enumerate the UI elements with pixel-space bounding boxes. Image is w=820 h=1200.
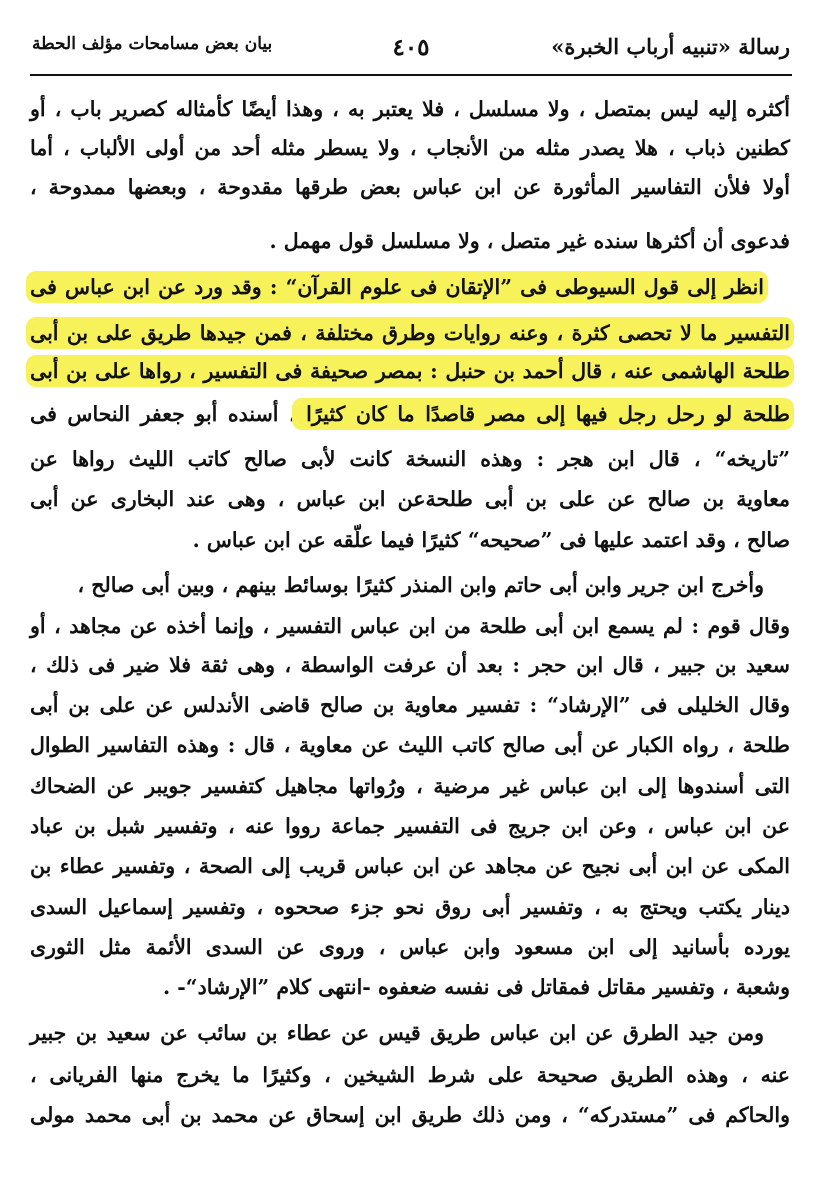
text-line: التى أسندوها إلى ابن عباس غير مرضية ، ورُواتها مجاهيل كتفسير جويبر عن الضحاك	[30, 774, 790, 798]
text-line: يورده بأسانيد إلى ابن مسعود وابن عباس ، وروى عن السدى الأئمة مثل الثورى	[30, 935, 790, 959]
text-line-partial-highlight	[30, 395, 790, 433]
highlighted-line	[30, 268, 764, 306]
text-line: وقال الخليلى فى ”الإرشاد“ : تفسير معاوية بن صالح قاضى الأندلس عن على بن أبى	[30, 693, 790, 717]
text-line: وأخرج ابن جرير وابن أبى حاتم وابن المنذر كثيرًا بوسائط بينهم ، وبين أبى صالح ،	[77, 573, 764, 597]
text-line: كطنين ذباب ، هلا يصدر مثله من الأنجاب ، ولا يسطر مثله أحد من أولى الألباب ، أما	[30, 136, 790, 160]
text-line: وشعبة ، وتفسير مقاتل فمقاتل فى نفسه ضعفوه -انتهى كلام ”الإرشاد“- .	[163, 975, 790, 999]
header-book-title: رسالة «تنبيه أرباب الخبرة»	[551, 34, 790, 59]
header-rule	[30, 74, 792, 76]
text-line: أولا فلأن التفاسير المأثورة عن ابن عباس بعض طرقها مقدوحة ، وبعضها ممدوحة ،	[30, 175, 790, 199]
text-line: سعيد بن جبير ، قال ابن حجر : بعد أن عرفت الواسطة ، وهى ثقة فلا ضير فى ذلك ،	[30, 653, 790, 677]
highlight-mark: انظر إلى قول السيوطى فى ”الإتقان فى علوم القرآن“ : وقد ورد عن ابن عباس فى	[30, 275, 764, 299]
highlighted-line	[30, 314, 790, 352]
text-line: المكى عن ابن أبى نجيح عن مجاهد عن ابن عباس قريب إلى الصحة ، وتفسير عطاء بن	[30, 854, 790, 878]
highlighted-line	[30, 352, 790, 390]
text-line: وقال قوم : لم يسمع ابن أبى طلحة من ابن عباس التفسير ، وإنما أخذه عن مجاهد ، أو	[30, 614, 790, 638]
header-section-title: بيان بعض مسامحات مؤلف الحطة	[32, 34, 273, 54]
text-line: ”تاريخه“ ، قال ابن هجر : وهذه النسخة كانت لأبى صالح كاتب الليث رواها عن	[30, 447, 790, 471]
text-line: دينار يكتب ويحتج به ، وتفسير أبى روق نحو جزء صححوه ، وتفسير إسماعيل السدى	[30, 895, 790, 919]
text-segment: ، أسنده أبو جعفر النحاس فى	[30, 402, 296, 426]
text-line: ومن جيد الطرق عن ابن عباس طريق قيس عن عطاء بن سائب عن سعيد بن جبير	[30, 1021, 764, 1045]
text-line: صالح ، وقد اعتمد عليها فى ”صحيحه“ كثيرًا فيما علّقه عن ابن عباس .	[192, 528, 790, 552]
highlight-mark: طلحة لو رحل رجل فيها إلى مصر قاصدًا ما كان كثيرًا	[295, 402, 790, 426]
text-line: عنه ، وهذه الطريق صحيحة على شرط الشيخين ، وكثيرًا ما يخرج منها الفريانى ،	[30, 1063, 790, 1087]
text-line: أكثره إليه ليس بمتصل ، ولا مسلسل ، فلا يعتبر به ، وهذا أيضًا كأمثاله كصرير باب ، أو	[30, 97, 790, 121]
highlight-mark: التفسير ما لا تحصى كثرة ، وعنه روايات وطرق مختلفة ، فمن جيدها طريق على بن أبى	[30, 321, 790, 345]
text-line: معاوية بن صالح عن على بن أبى طلحةعن ابن عباس ، وهى عند البخارى عن أبى	[30, 487, 790, 511]
text-line: والحاكم فى ”مستدركه“ ، ومن ذلك طريق ابن إسحاق عن محمد بن أبى محمد مولى	[30, 1103, 790, 1127]
text-line: طلحة ، رواه الكبار عن أبى صالح كاتب الليث عن معاوية ، قال : وهذه التفاسير الطوال	[30, 733, 790, 757]
page-number: ٤٠٥	[392, 34, 430, 61]
running-header	[32, 34, 790, 70]
text-line: عن ابن عباس ، وعن ابن جريج فى التفسير جماعة رووا عنه ، وتفسير شبل بن عباد	[30, 814, 790, 838]
highlight-mark: طلحة الهاشمى عنه ، قال أحمد بن حنبل : بمصر صحيفة فى التفسير ، رواها على بن أبى	[30, 359, 790, 383]
text-line: فدعوى أن أكثرها سنده غير متصل ، ولا مسلسل قول مهمل .	[269, 229, 790, 253]
